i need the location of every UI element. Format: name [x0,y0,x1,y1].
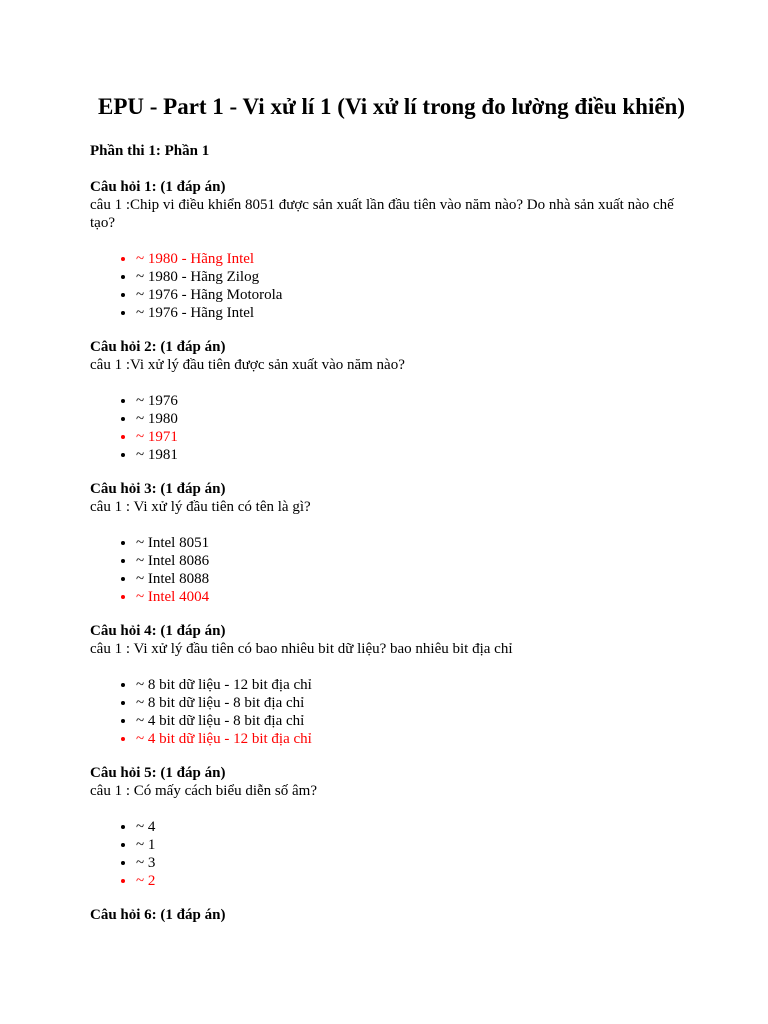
question-heading: Câu hỏi 3: (1 đáp án) [90,481,226,497]
question-list [90,178,688,924]
question-heading: Câu hỏi 1: (1 đáp án) [90,179,226,195]
question-heading: Câu hỏi 5: (1 đáp án) [90,765,226,781]
question-text: câu 1 : Có mấy cách biểu diễn số âm? [90,783,318,799]
answer-option: • ~ Intel 8051 [136,534,688,552]
question-block [90,764,688,890]
section-label: Phần thi 1: Phần 1 [90,143,210,159]
question-heading: Câu hỏi 2: (1 đáp án) [90,339,226,355]
answer-option: • ~ Intel 8086 [136,552,688,570]
answer-list [90,250,688,322]
answer-option: • ~ 8 bit dữ liệu - 8 bit địa chỉ [136,694,688,712]
question-text: câu 1 : Vi xử lý đầu tiên có tên là gì? [90,499,311,515]
answer-option: • ~ 1980 [136,410,688,428]
question-text: câu 1 : Vi xử lý đầu tiên có bao nhiêu bit dữ liệu? bao nhiêu bit địa chỉ [90,641,513,657]
answer-option-correct: • ~ 1980 - Hãng Intel [136,250,688,268]
answer-option: • ~ 3 [136,854,688,872]
document-title: EPU - Part 1 - Vi xử lí 1 (Vi xử lí trong đo lường điều khiển) [97,94,685,119]
answer-option: • ~ 1976 - Hãng Intel [136,304,688,322]
question-block [90,338,688,464]
question-text: câu 1 :Vi xử lý đầu tiên được sản xuất vào năm nào? [90,357,405,373]
question-block [90,622,688,748]
answer-option-correct: • ~ 4 bit dữ liệu - 12 bit địa chỉ [136,730,688,748]
answer-option: • ~ Intel 8088 [136,570,688,588]
answer-list [90,534,688,606]
answer-option: • ~ 1976 [136,392,688,410]
answer-option: • ~ 4 bit dữ liệu - 8 bit địa chỉ [136,712,688,730]
answer-option-correct: • ~ 2 [136,872,688,890]
question-text: câu 1 :Chip vi điều khiển 8051 được sản xuất lần đầu tiên vào năm nào? Do nhà sản xuất nào chế tạo? [90,197,674,231]
answer-option: • ~ 4 [136,818,688,836]
answer-option: • ~ 1981 [136,446,688,464]
answer-list [90,392,688,464]
question-block [90,480,688,606]
answer-option: • ~ 1 [136,836,688,854]
question-block [90,178,688,322]
answer-option-correct: • ~ 1971 [136,428,688,446]
question-heading: Câu hỏi 4: (1 đáp án) [90,623,226,639]
answer-option-correct: • ~ Intel 4004 [136,588,688,606]
answer-option: • ~ 8 bit dữ liệu - 12 bit địa chỉ [136,676,688,694]
question-heading: Câu hỏi 6: (1 đáp án) [90,907,226,923]
answer-list [90,818,688,890]
answer-list [90,676,688,748]
answer-option: • ~ 1976 - Hãng Motorola [136,286,688,304]
question-block [90,906,688,924]
answer-option: • ~ 1980 - Hãng Zilog [136,268,688,286]
